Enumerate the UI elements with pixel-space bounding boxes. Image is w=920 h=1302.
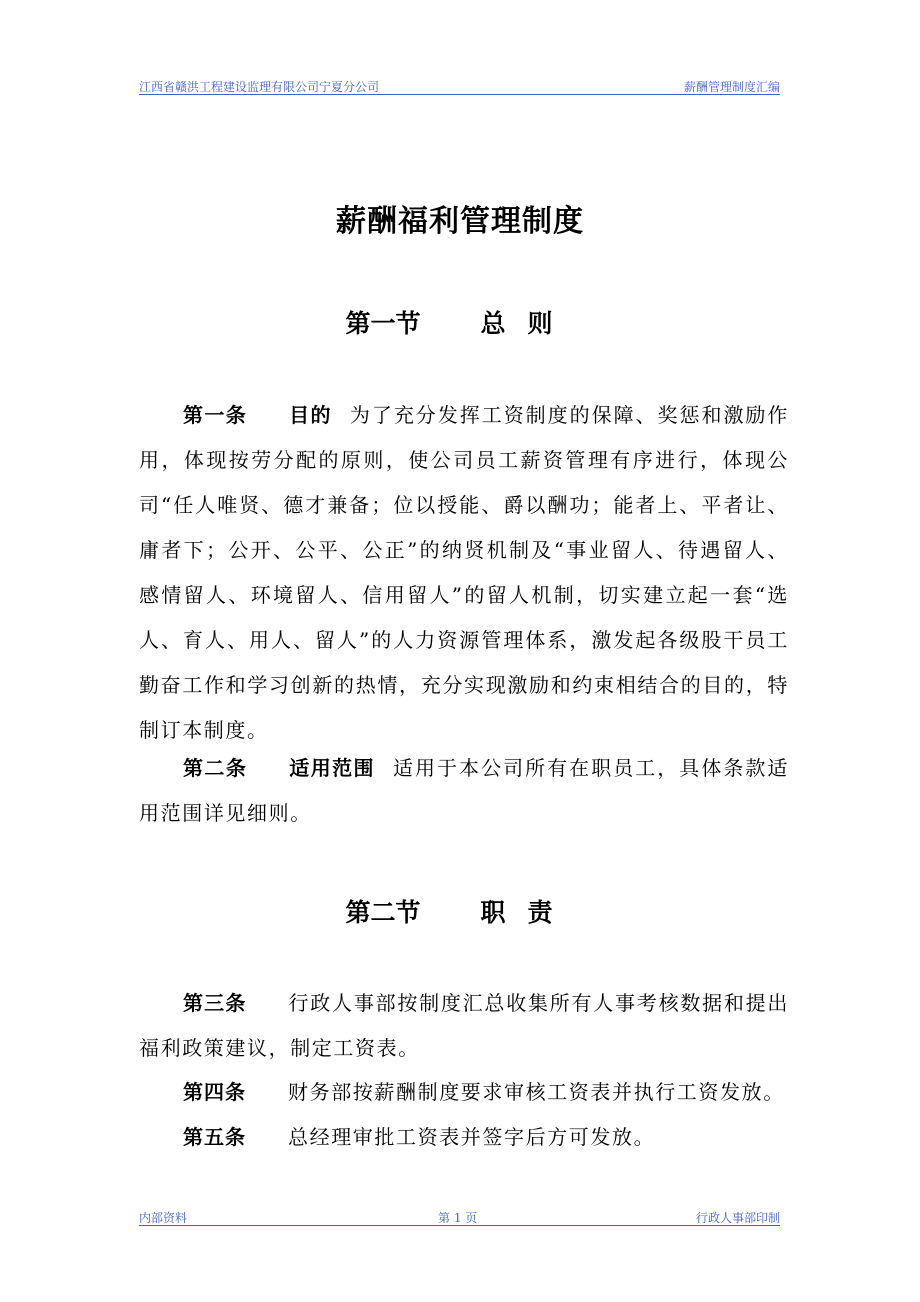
article-text: 为了充分发挥工资制度的保障、奖惩和激励作用，体现按劳分配的原则，使公司员工薪资管理有序进行，体现公司“任人唯贤、德才兼备；位以授能、爵以酬功；能者上、平者让、庸者下；公开、公平、公正”的纳贤机制及“事业留人、待遇留人、感情留人、环境留人、信用留人”的留人机制，切实建立起一套“选人、育人、用人、留人”的人力资源管理体系，激发起各级股干员工勤奋工作和学习创新的热情，充分实现激励和约束相结合的目的，特制订本制度。: [139, 403, 789, 742]
article-paragraph: [139, 1070, 789, 1115]
article-label: 第五条: [183, 1125, 246, 1149]
article-label: 第三条: [183, 991, 247, 1015]
article-label: 第二条: [183, 756, 248, 780]
section-heading-1: [0, 304, 920, 340]
section-number: 第二节: [345, 898, 421, 927]
header-company: 江西省赣洪工程建设监理有限公司宁夏分公司: [139, 80, 380, 94]
article-label: 第四条: [183, 1080, 246, 1104]
article-text: 行政人事部按制度汇总收集所有人事考核数据和提出福利政策建议，制定工资表。: [139, 991, 790, 1060]
page-number: 第 1 页: [438, 1211, 478, 1225]
page-footer: [139, 1207, 780, 1226]
document-title: 薪酬福利管理制度: [336, 204, 584, 239]
article-keyword: 适用范围: [289, 756, 375, 780]
section-number: 第一节: [345, 309, 421, 338]
article-text: 适用于本公司所有在职员工，具体条款适用范围详见细则。: [139, 756, 790, 825]
header-doc-series: 薪酬管理制度汇编: [683, 80, 780, 94]
section-heading-2: [0, 893, 920, 929]
footer-left: 内部资料: [139, 1211, 188, 1225]
section-name: 职责: [480, 898, 575, 927]
article-paragraph: [139, 746, 789, 836]
article-paragraph: [139, 1115, 789, 1160]
page-header: [139, 76, 780, 95]
article-text: 财务部按薪酬制度要求审核工资表并执行工资发放。: [288, 1080, 785, 1104]
article-text: 总经理审批工资表并签字后方可发放。: [288, 1125, 656, 1149]
article-keyword: 目的: [289, 403, 332, 427]
article-paragraph: [139, 393, 789, 753]
article-paragraph: [139, 981, 789, 1071]
article-label: 第一条: [183, 403, 248, 427]
section-name: 总则: [480, 309, 575, 338]
footer-right: 行政人事部印制: [695, 1211, 780, 1225]
